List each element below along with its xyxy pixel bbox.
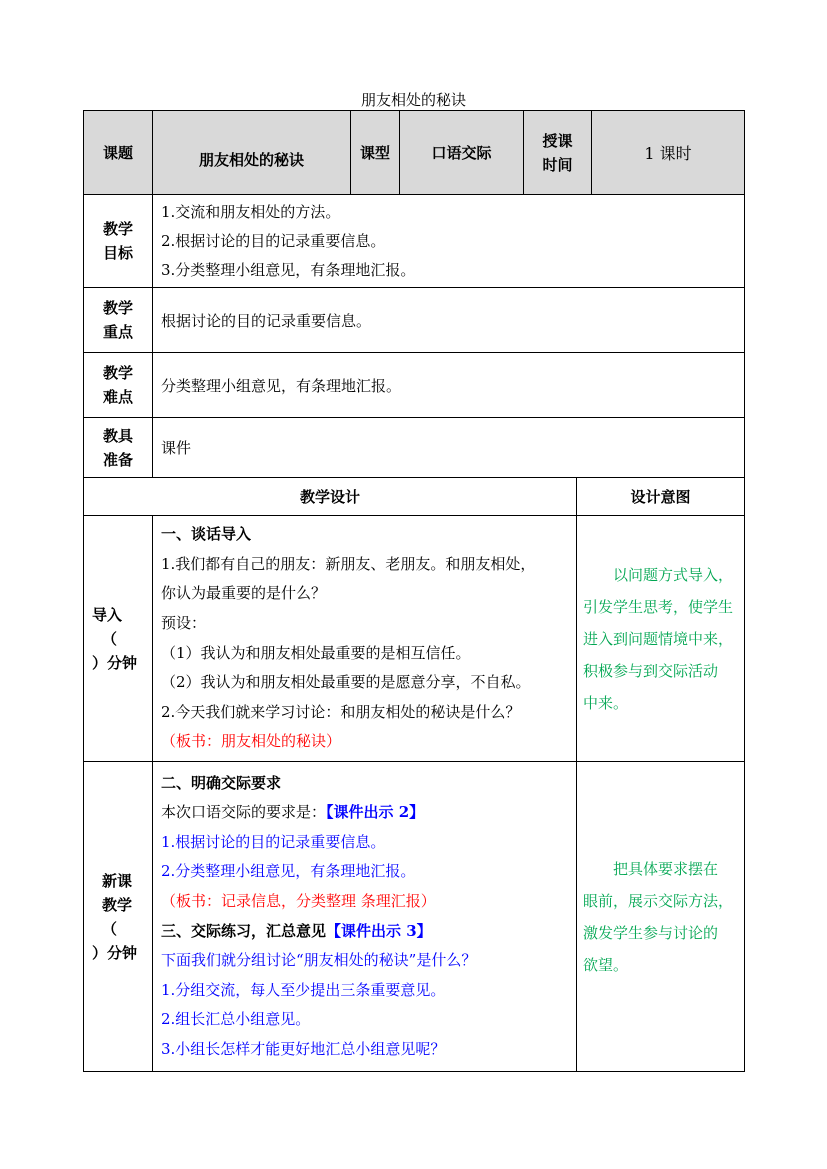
time-value: 1 课时 (592, 111, 745, 195)
requirements-heading: 二、明确交际要求 (161, 773, 282, 792)
topic-value: 朋友相处的秘诀 (153, 111, 351, 195)
intro-line: 2.今天我们就来学习讨论：和朋友相处的秘诀是什么？ (161, 702, 521, 721)
intro-line: 你认为最重要的是什么？ (161, 584, 327, 603)
goals-row (84, 195, 745, 288)
new-lesson-label-line4: ）分钟 (92, 943, 138, 962)
intro-line: 1.我们都有自己的朋友：新朋友、老朋友。和朋友相处， (161, 554, 536, 573)
time-label (524, 111, 592, 195)
requirements-text: 本次口语交际的要求是： (161, 803, 327, 822)
intro-section-content (153, 516, 577, 762)
goal-item: 1.交流和朋友相处的方法。 (161, 202, 341, 221)
courseware-tag: 【课件出示 2】 (326, 803, 425, 822)
intro-intent-line: 中来。 (583, 693, 629, 712)
intro-section-row (84, 516, 745, 762)
intro-intent-line: 积极参与到交际活动 (583, 661, 719, 680)
difficulties-label-line1: 教学 (102, 364, 133, 382)
difficulties-row (84, 353, 745, 418)
time-label-line2: 时间 (542, 155, 573, 174)
key-points-label-line1: 教学 (102, 299, 133, 317)
difficulties-content: 分类整理小组意见，有条理地汇报。 (153, 353, 745, 418)
new-lesson-section-label (84, 762, 153, 1072)
requirement-item: 1.根据讨论的目的记录重要信息。 (161, 832, 386, 851)
new-lesson-label-line3: （ (102, 919, 118, 938)
intro-line: （2）我认为和朋友相处最重要的是愿意分享，不自私。 (161, 673, 531, 692)
intro-label-line1: 导入 (92, 605, 123, 624)
intro-line: 预设： (161, 613, 207, 632)
intent-column-header: 设计意图 (577, 478, 745, 516)
new-lesson-section-content (153, 762, 577, 1072)
goals-label-line2: 目标 (102, 244, 133, 262)
new-lesson-intent-line: 把具体要求摆在 (613, 859, 719, 878)
practice-heading-line (161, 917, 576, 947)
time-label-line1: 授课 (542, 131, 573, 150)
practice-line: 3.小组长怎样才能更好地汇总小组意见呢？ (161, 1039, 446, 1058)
goals-content (153, 195, 745, 288)
new-lesson-label-line1: 新课 (102, 871, 133, 890)
new-lesson-section-row (84, 762, 745, 1072)
header-row (84, 111, 745, 195)
new-lesson-intent (577, 762, 745, 1072)
requirement-item: 2.分类整理小组意见，有条理地汇报。 (161, 862, 416, 881)
practice-line: 2.组长汇总小组意见。 (161, 1010, 311, 1029)
new-lesson-label-line2: 教学 (102, 895, 133, 914)
intro-intent-line: 以问题方式导入， (613, 565, 734, 584)
materials-label (84, 418, 153, 478)
key-points-label (84, 288, 153, 353)
goal-item: 2.根据讨论的目的记录重要信息。 (161, 231, 386, 250)
difficulties-label-line2: 难点 (102, 388, 133, 406)
intro-board-note: （板书：朋友相处的秘诀） (161, 732, 342, 751)
difficulties-label (84, 353, 153, 418)
practice-line: 下面我们就分组讨论“朋友相处的秘诀”是什么？ (161, 951, 477, 970)
intro-heading: 一、谈话导入 (161, 525, 252, 544)
design-column-header: 教学设计 (84, 478, 577, 516)
key-points-content: 根据讨论的目的记录重要信息。 (153, 288, 745, 353)
practice-heading: 三、交际练习，汇总意见 (161, 921, 327, 940)
key-points-label-line2: 重点 (102, 323, 133, 341)
intro-label-line2: （ (102, 629, 118, 648)
materials-label-line1: 教具 (102, 426, 133, 445)
teaching-design-table (83, 477, 745, 1072)
intro-section-label (84, 516, 153, 762)
new-lesson-intent-line: 欲望。 (583, 955, 629, 974)
key-points-row (84, 288, 745, 353)
new-lesson-intent-line: 激发学生参与讨论的 (583, 923, 719, 942)
document-title: 朋友相处的秘诀 (360, 91, 466, 109)
practice-line: 1.分组交流，每人至少提出三条重要意见。 (161, 980, 446, 999)
courseware-tag: 【课件出示 3】 (326, 921, 432, 940)
design-header-row (84, 478, 745, 516)
new-lesson-intent-line: 眼前，展示交际方法， (583, 891, 734, 910)
intro-intent-line: 进入到问题情境中来， (583, 629, 734, 648)
intro-line: （1）我认为和朋友相处最重要的是相互信任。 (161, 643, 471, 662)
materials-content: 课件 (153, 418, 745, 478)
requirements-line (161, 798, 576, 828)
topic-label: 课题 (84, 111, 153, 195)
type-label: 课型 (351, 111, 400, 195)
materials-label-line2: 准备 (102, 450, 133, 469)
board-note: （板书：记录信息，分类整理 条理汇报） (161, 891, 436, 910)
type-value: 口语交际 (400, 111, 524, 195)
goals-label-line1: 教学 (102, 220, 133, 238)
materials-row (84, 418, 745, 478)
goals-label (84, 195, 153, 288)
intro-intent (577, 516, 745, 762)
lesson-info-table (83, 110, 745, 478)
intro-label-line3: ）分钟 (92, 653, 138, 672)
intro-intent-line: 引发学生思考，使学生 (583, 597, 734, 616)
goal-item: 3.分类整理小组意见，有条理地汇报。 (161, 260, 416, 279)
